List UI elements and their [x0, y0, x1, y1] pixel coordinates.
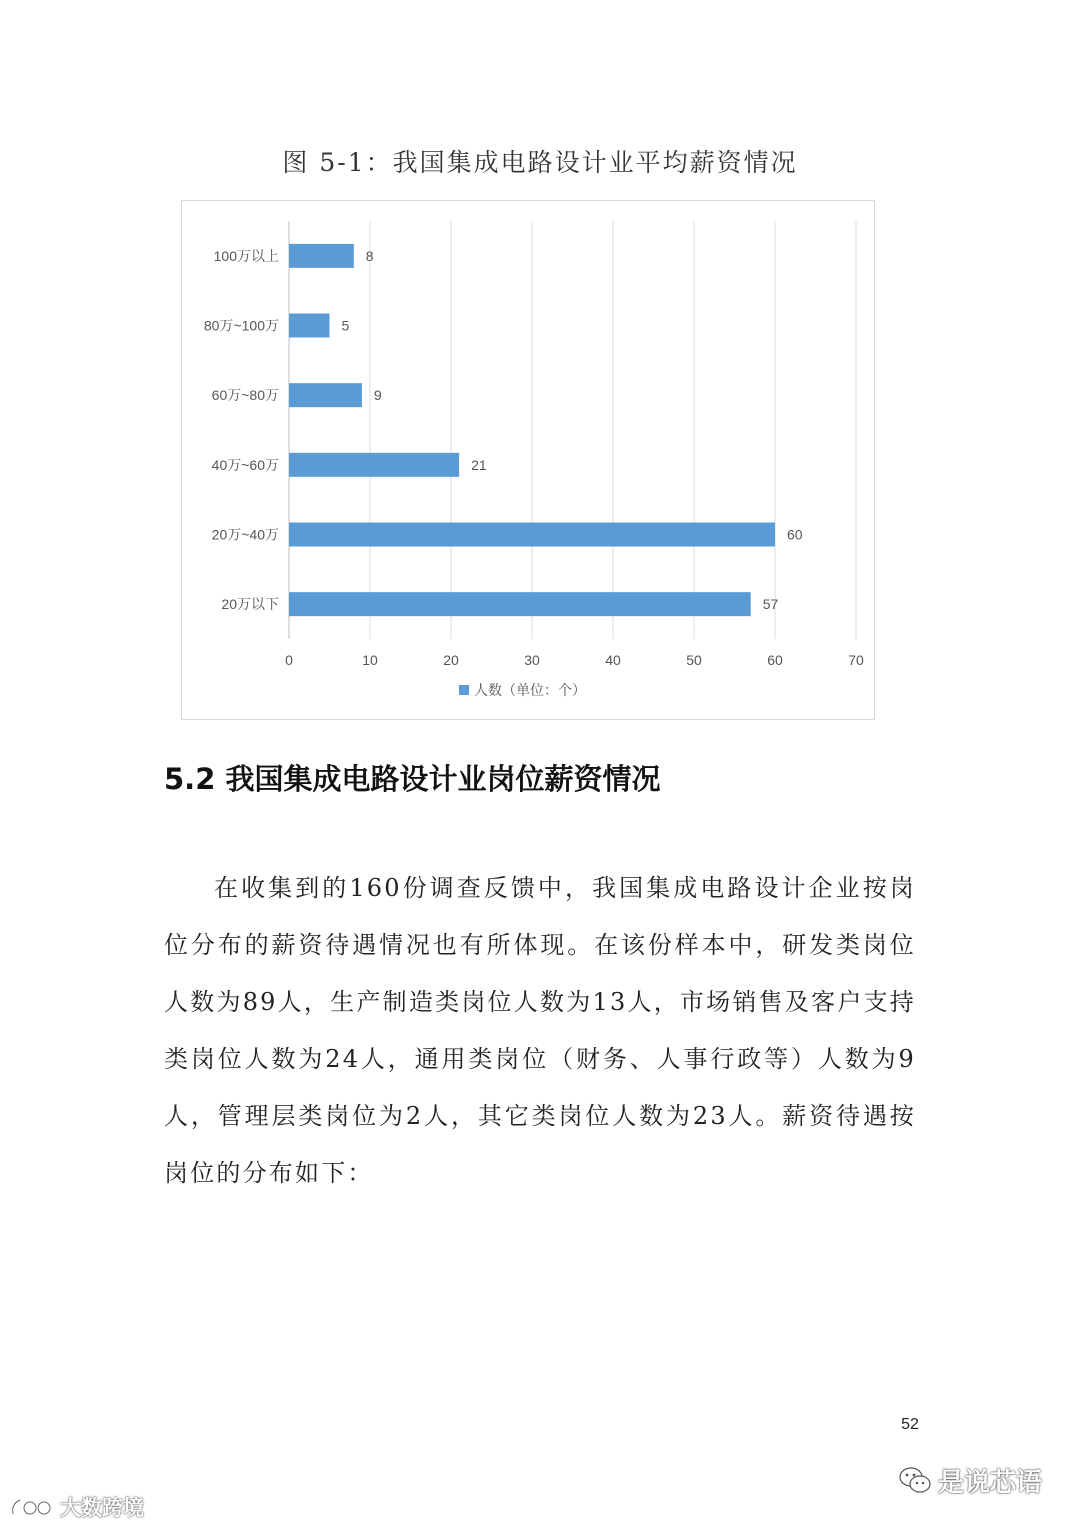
- x-tick-label: 40: [605, 652, 621, 668]
- x-tick-label: 0: [285, 652, 293, 668]
- legend-swatch: [459, 685, 469, 695]
- x-tick-label: 10: [362, 652, 378, 668]
- bar: [289, 523, 775, 547]
- category-label: 60万~80万: [211, 387, 279, 404]
- data-label: 60: [787, 526, 803, 543]
- bar: [289, 314, 330, 338]
- data-label: 21: [471, 456, 487, 473]
- data-label: 9: [373, 387, 382, 404]
- watermark-left-text: 大数跨境: [60, 1496, 144, 1520]
- wechat-logo-icon: [898, 1465, 932, 1495]
- page-number: 52: [901, 1416, 919, 1433]
- x-tick-label: 30: [524, 652, 540, 668]
- legend-label: 人数（单位：个）: [474, 682, 586, 698]
- weibo-logo-icon: [10, 1494, 54, 1520]
- x-tick-label: 60: [767, 652, 783, 668]
- chart-frame: [181, 200, 875, 720]
- x-tick-label: 70: [848, 652, 864, 668]
- category-label: 100万以上: [213, 247, 279, 264]
- category-label: 80万~100万: [203, 317, 279, 334]
- watermark-right-text: 是说芯语: [938, 1467, 1043, 1498]
- data-label: 8: [365, 247, 374, 264]
- bar: [289, 592, 751, 616]
- section-heading: 5.2 我国集成电路设计业岗位薪资情况: [164, 762, 661, 796]
- category-label: 20万以下: [221, 596, 279, 613]
- salary-bar-chart: [182, 201, 876, 721]
- watermark-right: [898, 1460, 1042, 1500]
- data-label: 5: [341, 317, 350, 334]
- category-label: 40万~60万: [211, 456, 279, 473]
- x-tick-label: 20: [443, 652, 459, 668]
- data-label: 57: [762, 596, 779, 613]
- bar: [289, 383, 362, 407]
- category-label: 20万~40万: [211, 526, 279, 543]
- x-tick-label: 50: [686, 652, 702, 668]
- watermark-left: [10, 1492, 144, 1522]
- bar: [289, 244, 354, 268]
- figure-title: 图 5-1：我国集成电路设计业平均薪资情况: [282, 148, 798, 177]
- bar: [289, 453, 459, 477]
- body-paragraph: 在收集到的160份调查反馈中，我国集成电路设计企业按岗位分布的薪资待遇情况也有所体现。在该份样本中，研发类岗位人数为89人，生产制造类岗位人数为13人，市场销售及客户支持类岗位人数为24人，通用类岗位（财务、人事行政等）人数为9人，管理层类岗位为2人，其它类岗位人数为23人。薪资待遇按岗位的分布如下：: [164, 874, 916, 1187]
